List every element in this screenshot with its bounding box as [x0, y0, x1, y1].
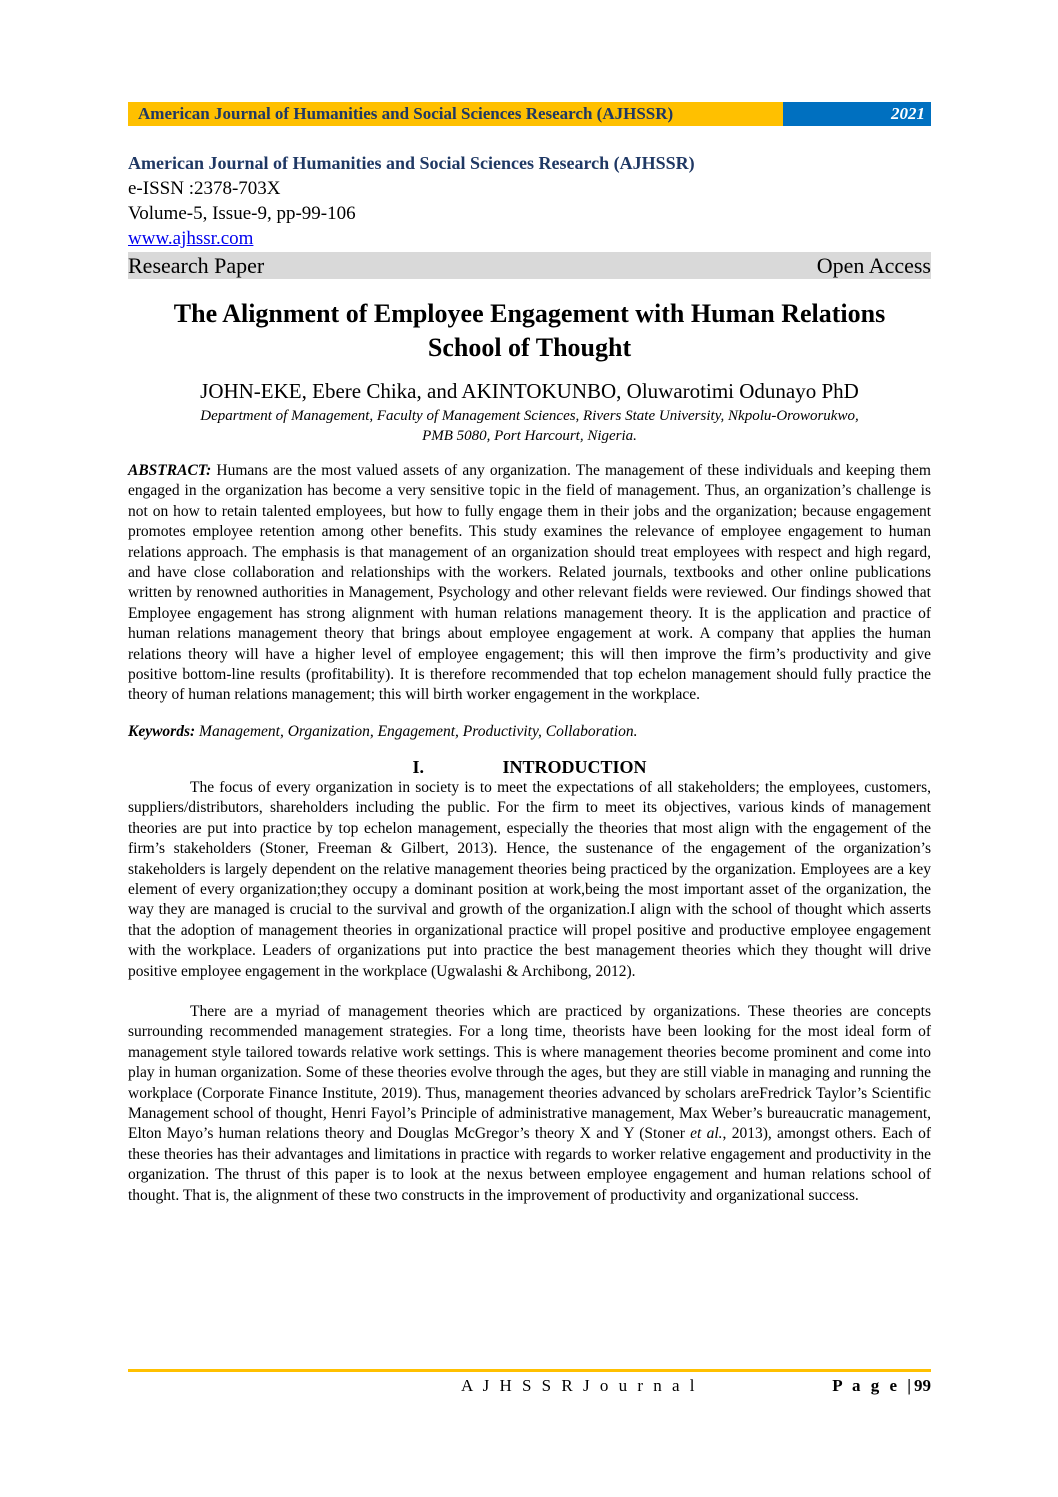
page-number: 99 — [914, 1376, 931, 1395]
affiliation-line-2: PMB 5080, Port Harcourt, Nigeria. — [422, 428, 637, 444]
keywords-label: Keywords: — [128, 722, 196, 740]
page-separator: | — [900, 1376, 914, 1395]
volume-issue: Volume-5, Issue-9, pp-99-106 — [128, 203, 356, 224]
journal-header-banner — [128, 102, 931, 126]
footer-journal: A J H S S R J o u r n a l — [461, 1376, 698, 1395]
section-title: INTRODUCTION — [502, 756, 647, 777]
journal-name: American Journal of Humanities and Social Sciences Research (AJHSSR) — [128, 153, 695, 173]
section-heading-introduction — [128, 756, 931, 778]
intro-paragraph-1: The focus of every organization in society is to meet the expectations of all stakeholders; the employees, customers, suppliers/distributors, shareholders including the public. For the firm to meet its objectives, various kinds of management theories are put into practice by top echelon management, especially the theories that most align with the engagement of the firm’s stakeholders (Stoner, Freeman & Gilbert, 2013). Hence, the sustenance of the engagement of the organization’s stakeholders is largely dependent on the relative management theories being practiced by the organization. Employees are a key element of every organization;they occupy a dominant position at work,being the most important asset of the organization, the way they are managed is crucial to the survival and growth of the organization.I align with the school of thought which asserts that the adoption of management theories in organizational practice will propel positive and productive employee engagement with the workplace. Leaders of organizations put into practice the best management theories which they thought will drive positive employee engagement in the workplace (Ugwalashi & Archibong, 2012). — [128, 778, 931, 980]
footer-rule — [128, 1369, 931, 1372]
journal-info — [128, 151, 931, 279]
abstract-text: Humans are the most valued assets of any organization. The management of these individuals and keeping them engaged in the organization has become a very sensitive topic in the field of management. Thus, an organization’s challenge is not on how to retain talented employees, but how to fully engage them in their jobs and the organization; because engagement promotes employee retention among other benefits. This study examines the relevance of employee engagement to human relations approach. The emphasis is that management of an organization should treat employees with respect and high regard, and have close collaboration and relationships with the workers. Related journals, textbooks and other online publications written by renowned authorities in Management, Psychology and other relevant fields were reviewed. Our findings showed that Employee engagement has strong alignment with human relations management theory. It is the application and practice of human relations management theory that brings about employee engagement at work. A company that applies the human relations theory will have a higher level of employee engagement; this will then improve the firm’s productivity and give positive bottom-line results (profitability). It is therefore recommended that top echelon management should fully practice the theory of human relations management; this will birth worker engagement in the workplace. — [128, 462, 931, 704]
abstract-label: ABSTRACT: — [128, 462, 212, 479]
access-type: Open Access — [816, 253, 931, 278]
intro-paragraph-2 — [128, 1002, 931, 1206]
affiliation-line-1: Department of Management, Faculty of Management Sciences, Rivers State University, Nkpolu-Oroworukwo, — [200, 408, 859, 424]
article-title — [128, 297, 931, 365]
paper-type-bar — [128, 252, 931, 279]
paper-type: Research Paper — [128, 253, 265, 278]
section-number: I. — [412, 756, 424, 777]
affiliation — [128, 406, 931, 446]
paper-page — [128, 102, 931, 1206]
journal-website-link[interactable]: www.ajhssr.com — [128, 228, 254, 249]
keywords — [128, 722, 931, 742]
header-year: 2021 — [783, 102, 931, 126]
header-journal-name: American Journal of Humanities and Social Sciences Research (AJHSSR) — [128, 102, 783, 126]
title-line-1: The Alignment of Employee Engagement with Human Relations — [173, 299, 886, 328]
abstract — [128, 461, 931, 706]
paragraph-2-et-al: et al. — [690, 1125, 723, 1143]
page-label: P a g e — [832, 1376, 900, 1395]
footer-page — [832, 1376, 931, 1396]
paragraph-2-text-a: There are a myriad of management theories which are practiced by organizations. These theories are concepts surrounding recommended management strategies. For a long time, theorists have been looking for the most ideal form of management style tailored towards relative work settings. This is where management theories become prominent and come into play in human organization. Some of these theories evolve through the ages, but they are still viable in managing and running the workplace (Corporate Finance Institute, 2019). Thus, management theories advanced by scholars areFredrick Taylor’s Scientific Management school of thought, Henri Fayol’s Principle of administrative management, Max Weber’s bureaucratic management, Elton Mayo’s human relations theory and Douglas McGregor’s theory X and Y (Stoner — [128, 1002, 931, 1143]
keywords-text: Management, Organization, Engagement, Productivity, Collaboration. — [195, 722, 638, 740]
title-line-2: School of Thought — [427, 333, 632, 362]
issn: e-ISSN :2378-703X — [128, 178, 281, 199]
authors: JOHN-EKE, Ebere Chika, and AKINTOKUNBO, Oluwarotimi Odunayo PhD — [200, 379, 859, 403]
paragraph-2-text-b: , 2013), amongst others. Each of these theories has their advantages and limitations in practice with regards to worker relative engagement and productivity in the organization. The thrust of this paper is to look at the nexus between employee engagement and human relations school of thought. That is, the alignment of these two constructs in the improvement of productivity and organizational success. — [128, 1125, 931, 1204]
